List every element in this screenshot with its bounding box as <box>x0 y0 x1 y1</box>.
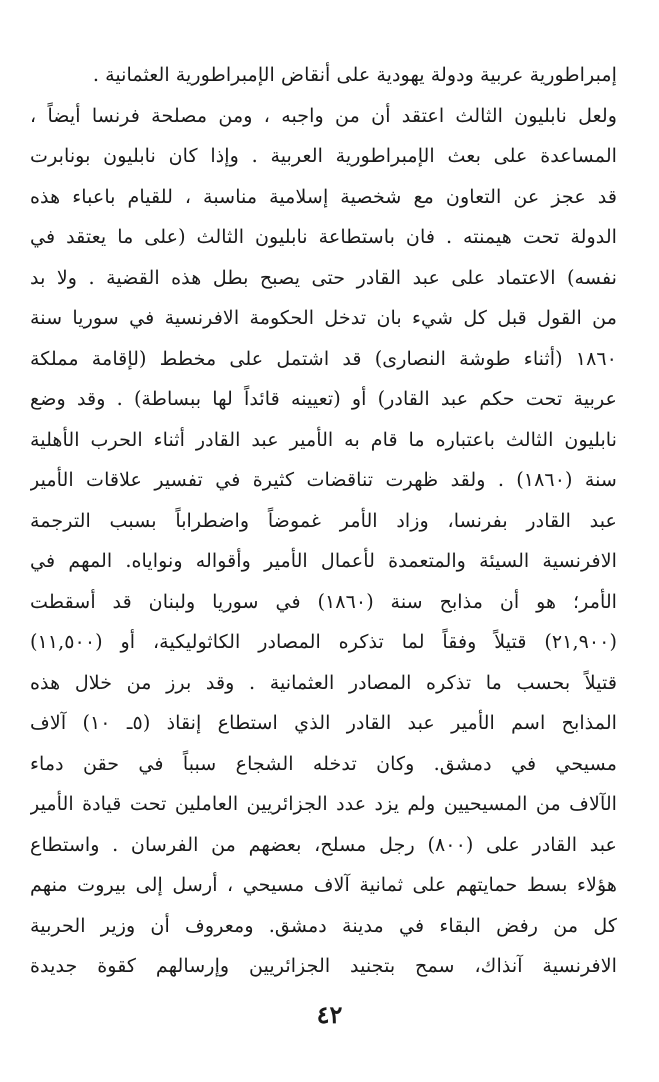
text-line: عربية تحت حكم عبد القادر) أو (تعيينه قائداً لها ببساطة) . وقد وضع <box>30 387 617 410</box>
text-line: ولعل نابليون الثالث اعتقد أن من واجبه ، ومن مصلحة فرنسا أيضاً ، <box>30 103 617 127</box>
text-line: ١٨٦٠ (أثناء طوشة النصارى) قد اشتمل على مخطط (لإقامة مملكة <box>30 346 617 370</box>
text-line: كل من رفض البقاء في مدينة دمشق. ومعروف أن وزير الحربية <box>30 913 617 937</box>
text-line: الافرنسية السيئة والمتعمدة لأعمال الأمير وأقواله ونواياه. المهم في <box>30 549 617 572</box>
text-line: إمبراطورية عربية ودولة يهودية على أنقاض الإمبراطورية العثمانية . <box>92 63 617 86</box>
text-line: عبد القادر بفرنسا، وزاد الأمر غموضاً واضطراباً بسبب الترجمة <box>30 508 617 532</box>
text-line: نابليون الثالث باعتباره ما قام به الأمير عبد القادر أثناء الحرب الأهلية <box>30 427 617 451</box>
text-line: المساعدة على بعث الإمبراطورية العربية . وإذا كان نابليون بونابرت <box>30 144 617 167</box>
text-line: الأمر؛ هو أن مذابح سنة (١٨٦٠) في سوريا ولبنان قد أسقطت <box>30 589 617 613</box>
text-line: هؤلاء بسط حمايتهم على ثمانية آلاف مسيحي ، أرسل إلى بيروت منهم <box>30 873 617 896</box>
text-line: المذابح اسم الأمير عبد القادر الذي استطاع إنقاذ (٥ـ ١٠) آلاف <box>30 711 617 734</box>
text-line: (٢١,٩٠٠) قتيلاً وفقاً لما تذكره المصادر الكاثوليكية، أو (١١,٥٠٠) <box>30 630 617 653</box>
body-text <box>30 55 617 985</box>
text-line: الافرنسية آنذاك، سمح بتجنيد الجزائريين وإرسالهم كقوة جديدة <box>30 954 617 977</box>
text-line: الدولة تحت هيمنته . فان باستطاعة نابليون الثالث (على ما يعتقد في <box>30 225 617 248</box>
text-line: من القول قبل كل شيء بان تدخل الحكومة الافرنسية في سوريا سنة <box>30 306 617 329</box>
text-line: مسيحي في دمشق. وكان تدخله الشجاع سبباً في حقن دماء <box>30 751 617 775</box>
text-line: نفسه) الاعتماد على عبد القادر حتى يصبح بطل هذه القضية . ولا بد <box>30 265 617 289</box>
text-line: سنة (١٨٦٠) . ولقد ظهرت تناقضات كثيرة في تفسير علاقات الأمير <box>30 468 617 491</box>
text-line: قد عجز عن التعاون مع شخصية إسلامية مناسبة ، للقيام باعباء هذه <box>30 184 617 208</box>
text-line: عبد القادر على (٨٠٠) رجل مسلح، بعضهم من الفرسان . واستطاع <box>30 832 617 856</box>
text-line: الآلاف من المسيحيين ولم يزد عدد الجزائريين العاملين تحت قيادة الأمير <box>30 792 617 815</box>
page-number: ٤٢ <box>316 1000 343 1029</box>
text-line: قتيلاً بحسب ما تذكره المصادر العثمانية . وقد برز من خلال هذه <box>30 670 617 694</box>
